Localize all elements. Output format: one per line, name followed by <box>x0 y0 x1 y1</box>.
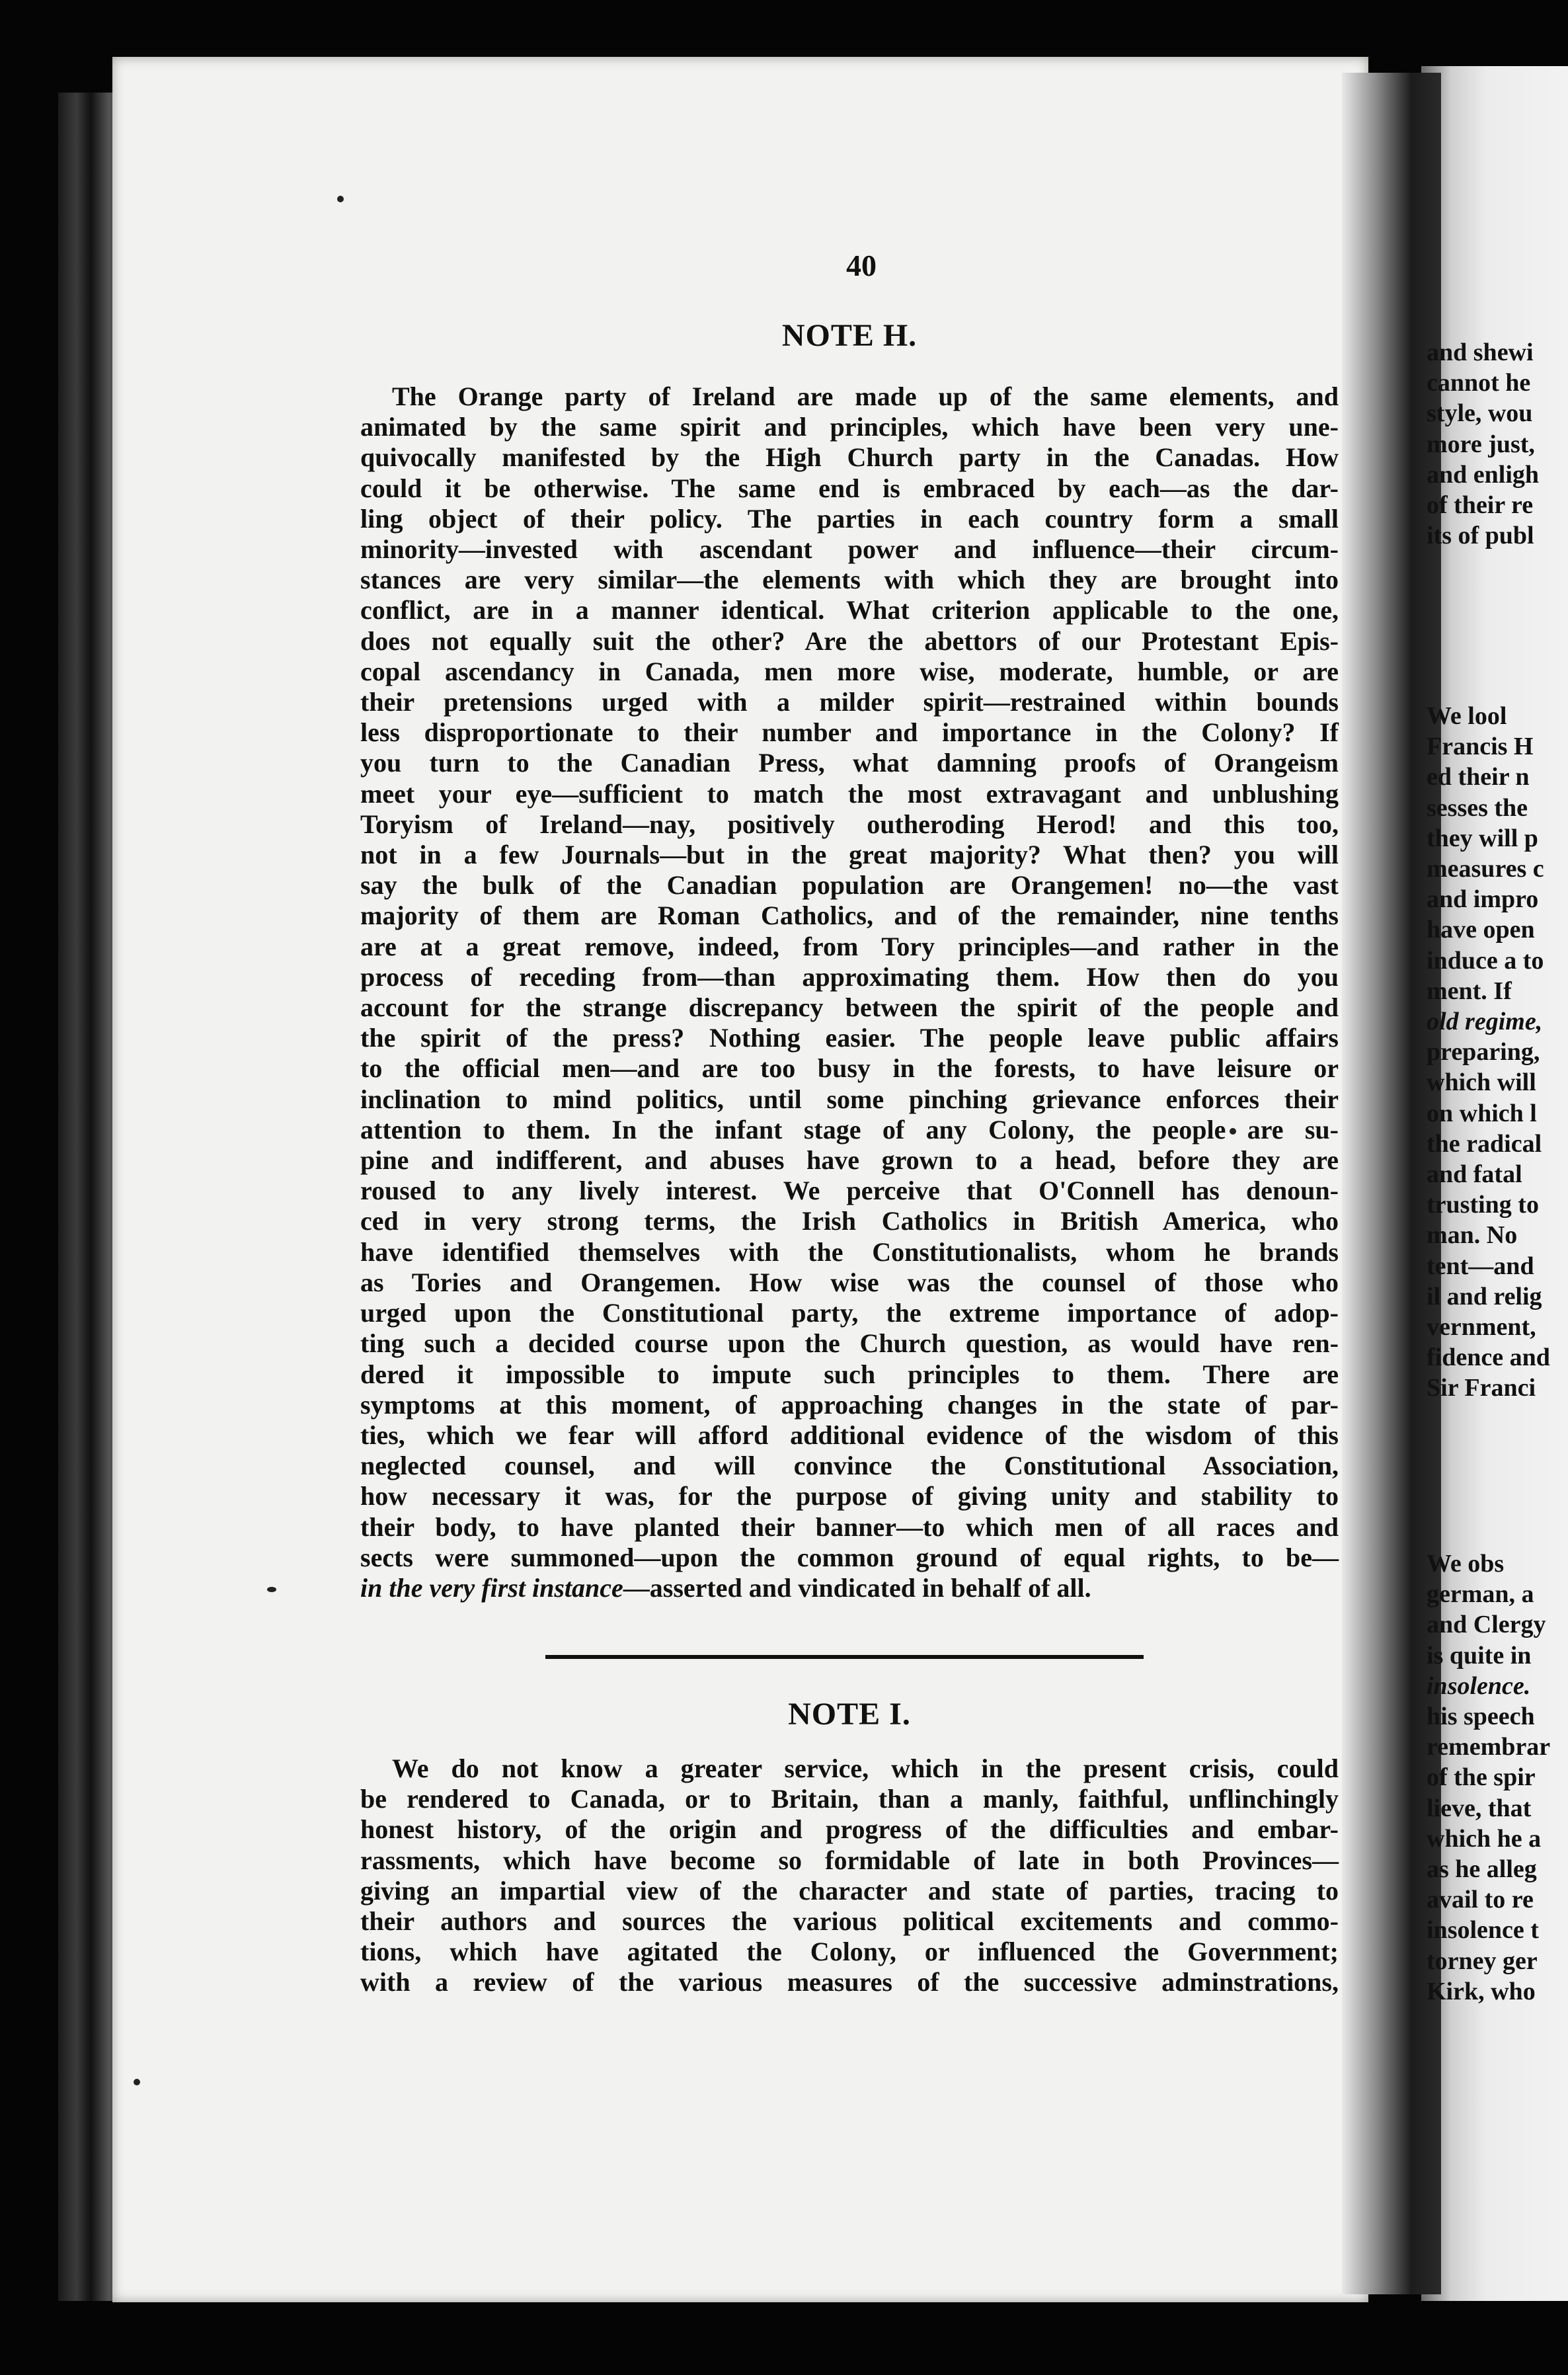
facing-line: vernment, <box>1427 1313 1536 1342</box>
facing-line: Kirk, who <box>1427 1977 1536 2005</box>
text-line: We do not know a greater service, which in the present crisis, could <box>392 1753 1339 1783</box>
facing-line: We obs <box>1427 1550 1505 1578</box>
facing-line: more just, <box>1427 430 1535 458</box>
italic-phrase: in the very first instance <box>360 1572 623 1603</box>
facing-line: of the spir <box>1427 1763 1536 1792</box>
text-line: be rendered to Canada, or to Britain, than a manly, faithful, unflinchingly <box>360 1784 1339 1814</box>
facing-line: and fatal <box>1427 1160 1522 1189</box>
facing-page-text-block-3 <box>1427 1549 1568 2007</box>
note-h-heading: NOTE H. <box>781 318 918 353</box>
text-line: ting such a decided course upon the Church question, as would have ren- <box>360 1328 1339 1359</box>
facing-line: as he alleg <box>1427 1855 1537 1884</box>
facing-line: his speech <box>1427 1703 1535 1731</box>
text-line: process of receding from—than approximating them. How then do you <box>360 961 1339 992</box>
facing-line: insolence t <box>1427 1916 1539 1945</box>
text-line: account for the strange discrepancy between the spirit of the people and <box>360 992 1339 1023</box>
facing-line: german, a <box>1427 1580 1534 1609</box>
facing-line: which he a <box>1427 1824 1542 1853</box>
text-line: inclination to mind politics, until some pinching grievance enforces their <box>360 1084 1339 1114</box>
text-line: sects were summoned—upon the common ground of equal rights, to be— <box>360 1542 1339 1572</box>
facing-line: the radical <box>1427 1129 1542 1158</box>
text-line: stances are very similar—the elements with which they are brought into <box>360 565 1339 595</box>
text-line <box>360 1573 1339 1603</box>
note-i-paragraph <box>360 1753 1339 1998</box>
facing-line: Sir Franci <box>1427 1374 1536 1402</box>
text-line: attention to them. In the infant stage of any Colony, the people are su- <box>360 1114 1339 1145</box>
note-i-heading: NOTE I. <box>788 1697 911 1732</box>
facing-line: and impro <box>1427 885 1539 914</box>
facing-line: Francis H <box>1427 733 1534 761</box>
facing-line: and shewi <box>1427 339 1534 366</box>
text-line: as Tories and Orangemen. How wise was the counsel of those who <box>360 1267 1339 1297</box>
note-h-paragraph <box>360 382 1339 1603</box>
facing-line: measures c <box>1427 855 1544 883</box>
facing-line: avail to re <box>1427 1886 1534 1914</box>
text-line: neglected counsel, and will convince the Constitutional Association, <box>360 1451 1339 1481</box>
text-line: are at a great remove, indeed, from Tory principles—and rather in the <box>360 931 1339 961</box>
text-line: less disproportionate to their number and importance in the Colony? If <box>360 717 1339 748</box>
facing-line: fidence and <box>1427 1344 1550 1372</box>
facing-line: they will p <box>1427 824 1538 852</box>
text-line: you turn to the Canadian Press, what damning proofs of Orangeism <box>360 748 1339 778</box>
facing-line: remembrar <box>1427 1733 1551 1761</box>
page-number: 40 <box>846 249 877 282</box>
text-line: giving an impartial view of the character and state of parties, tracing to <box>360 1875 1339 1906</box>
facing-line: induce a to <box>1427 946 1544 975</box>
facing-line: sesses the <box>1427 793 1528 822</box>
facing-line: ment. If <box>1427 977 1512 1005</box>
facing-line: trusting to <box>1427 1191 1539 1219</box>
facing-line: cannot he <box>1427 369 1531 397</box>
text-line: animated by the same spirit and principles, which have been very une- <box>360 412 1339 442</box>
text-line: conflict, are in a manner identical. What criterion applicable to the one, <box>360 595 1339 625</box>
text-line: how necessary it was, for the purpose of giving unity and stability to <box>360 1481 1339 1511</box>
text-line: minority—invested with ascendant power and influence—their circum- <box>360 534 1339 565</box>
facing-line: man. No <box>1427 1221 1518 1250</box>
text-line: ling object of their policy. The parties in each country form a small <box>360 503 1339 534</box>
text-line: meet your eye—sufficient to match the most extravagant and unblushing <box>360 778 1339 809</box>
facing-line: il and relig <box>1427 1282 1542 1310</box>
facing-line: have open <box>1427 916 1535 944</box>
text-line: have identified themselves with the Constitutionalists, whom he brands <box>360 1236 1339 1267</box>
facing-line: ed their n <box>1427 763 1530 791</box>
facing-line: lieve, that <box>1427 1794 1532 1822</box>
text-line: majority of them are Roman Catholics, and of the remainder, nine tenths <box>360 901 1339 931</box>
facing-line: its of publ <box>1427 522 1534 550</box>
facing-line: torney ger <box>1427 1947 1538 1975</box>
facing-line: which will <box>1427 1068 1536 1097</box>
text-line: urged upon the Constitutional party, the extreme importance of adop- <box>360 1298 1339 1328</box>
text-line: symptoms at this moment, of approaching changes in the state of par- <box>360 1389 1339 1420</box>
facing-line: on which l <box>1427 1099 1537 1127</box>
text-line: could it be otherwise. The same end is embraced by each—as the dar- <box>360 473 1339 503</box>
facing-line: preparing, <box>1427 1038 1540 1067</box>
text-line: their body, to have planted their banner—to which men of all races and <box>360 1511 1339 1542</box>
text-line: with a review of the various measures of the successive adminstrations, <box>360 1967 1339 1997</box>
text-line: does not equally suit the other? Are the abettors of our Protestant Epis- <box>360 625 1339 656</box>
text-line: ced in very strong terms, the Irish Catholics in British America, who <box>360 1206 1339 1236</box>
facing-line: and Clergy <box>1427 1611 1546 1639</box>
text-line: The Orange party of Ireland are made up of the same elements, and <box>392 382 1339 411</box>
text-line: quivocally manifested by the High Church party in the Canadas. How <box>360 442 1339 473</box>
section-divider-rule <box>545 1655 1144 1659</box>
ink-speck <box>134 2079 140 2085</box>
text-line: Toryism of Ireland—nay, positively outheroding Herod! and this too, <box>360 809 1339 839</box>
text-line: say the bulk of the Canadian population are Orangemen! no—the vast <box>360 870 1339 901</box>
text-line: their pretensions urged with a milder spirit—restrained within bounds <box>360 687 1339 717</box>
facing-line: of their re <box>1427 491 1534 520</box>
text-line: honest history, of the origin and progress of the difficulties and embar- <box>360 1814 1339 1845</box>
text-line: copal ascendancy in Canada, men more wise, moderate, humble, or are <box>360 656 1339 686</box>
text-line: the spirit of the press? Nothing easier. The people leave public affairs <box>360 1023 1339 1053</box>
text-line: not in a few Journals—but in the great majority? What then? you will <box>360 840 1339 870</box>
facing-line: and enligh <box>1427 460 1540 489</box>
text-line: tions, which have agitated the Colony, or influenced the Government; <box>360 1937 1339 1967</box>
text-line: dered it impossible to impute such principles to them. There are <box>360 1359 1339 1389</box>
facing-line: old regime, <box>1427 1008 1543 1036</box>
text-line: ties, which we fear will afford additional evidence of the wisdom of this <box>360 1420 1339 1450</box>
text-fragment: —asserted and vindicated in behalf of all. <box>623 1572 1091 1603</box>
facing-line: We lool <box>1427 702 1507 730</box>
facing-page-text-block-2 <box>1427 701 1568 1404</box>
facing-line: insolence. <box>1427 1671 1531 1700</box>
ink-speck <box>267 1587 276 1592</box>
text-line: pine and indifferent, and abuses have grown to a head, before they are <box>360 1145 1339 1176</box>
text-line: their authors and sources the various political excitements and commo- <box>360 1906 1339 1937</box>
facing-line: tent—and <box>1427 1252 1534 1280</box>
ink-speck <box>337 196 344 202</box>
facing-line: is quite in <box>1427 1641 1532 1670</box>
text-line: roused to any lively interest. We perceive that O'Connell has denoun- <box>360 1176 1339 1206</box>
facing-page-text-block-1 <box>1427 337 1568 551</box>
facing-line: style, wou <box>1427 399 1533 428</box>
text-line: rassments, which have become so formidable of late in both Provinces— <box>360 1845 1339 1875</box>
text-line: to the official men—and are too busy in the forests, to have leisure or <box>360 1053 1339 1084</box>
